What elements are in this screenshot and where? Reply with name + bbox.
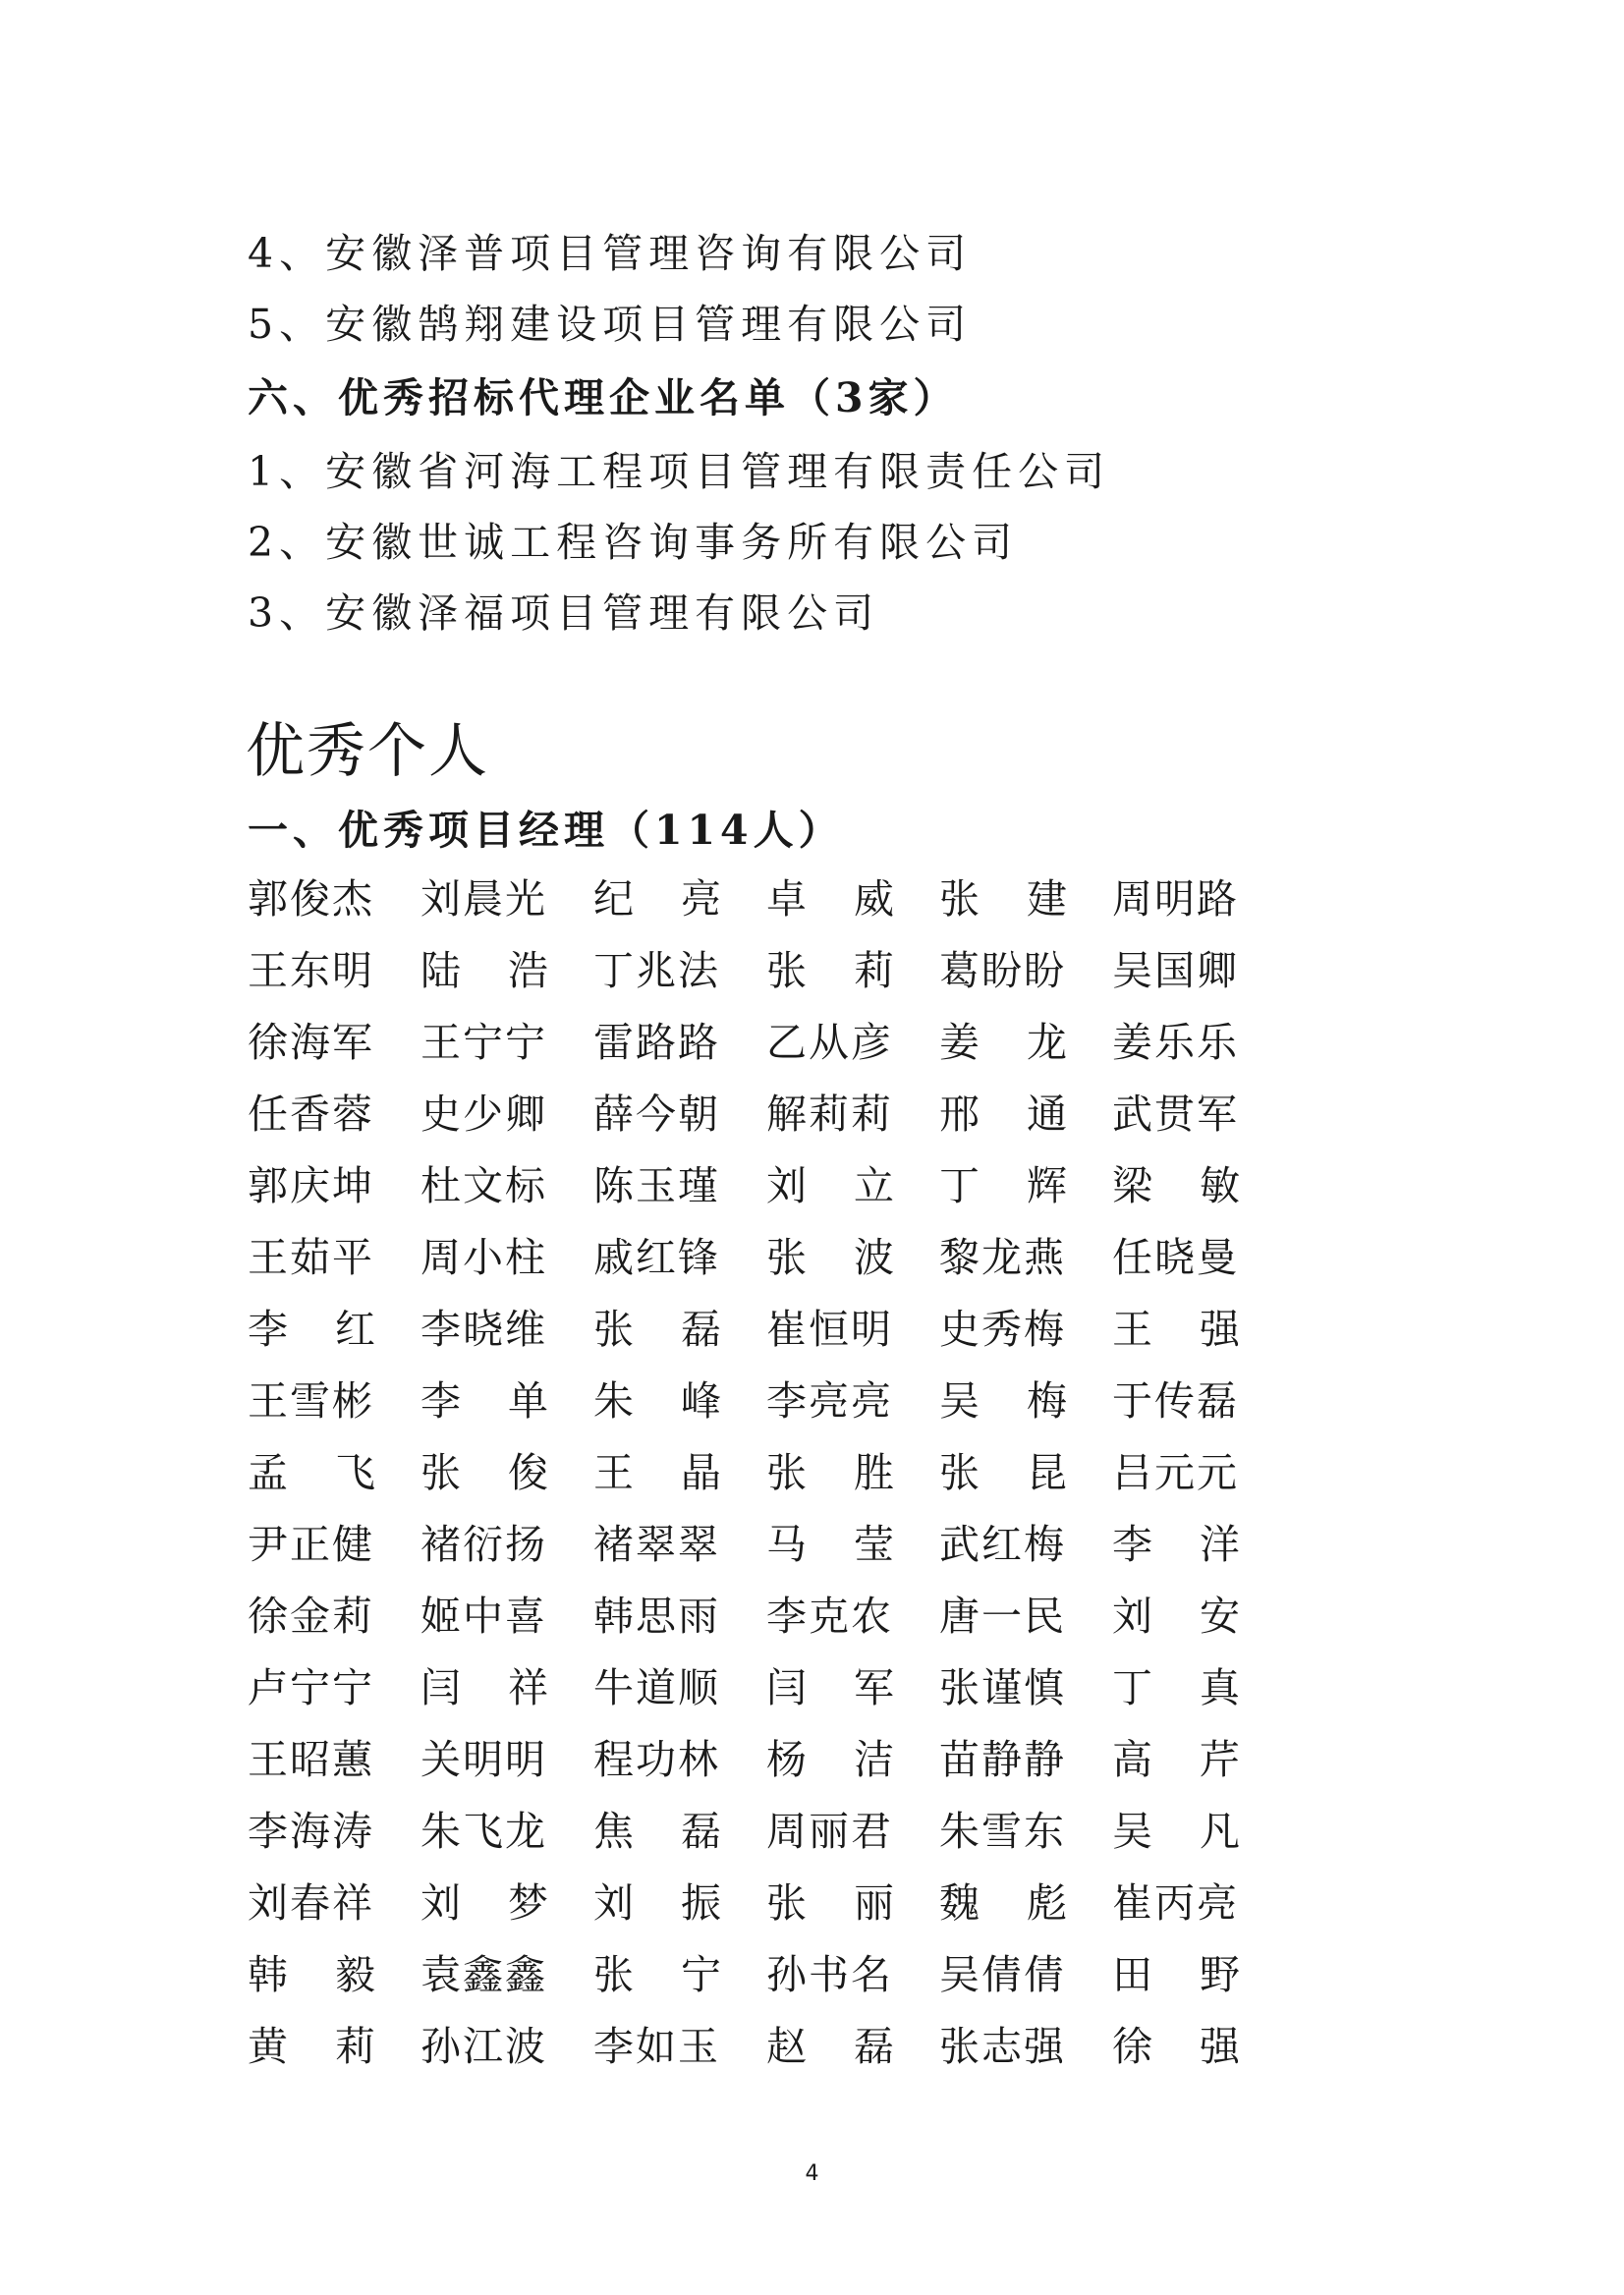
- project-manager-name: 崔恒明: [766, 1306, 893, 1353]
- project-manager-name: 丁 真: [1112, 1664, 1240, 1711]
- project-manager-name: 葛盼盼: [939, 947, 1066, 994]
- project-manager-name: 褚翠翠: [593, 1521, 720, 1568]
- project-manager-name: 崔丙亮: [1112, 1879, 1239, 1927]
- project-manager-name: 姬中喜: [420, 1593, 547, 1640]
- project-manager-name: 李海涛: [248, 1808, 374, 1855]
- project-manager-name: 周丽君: [766, 1808, 893, 1855]
- project-manager-name: 韩 毅: [248, 1951, 375, 1998]
- project-manager-name: 吕元元: [1112, 1449, 1239, 1496]
- project-manager-name: 刘 安: [1112, 1593, 1240, 1640]
- project-manager-name: 魏 彪: [939, 1879, 1067, 1927]
- project-manager-name: 张谨慎: [939, 1664, 1066, 1711]
- project-manager-name: 陆 浩: [420, 947, 548, 994]
- project-manager-name: 杨 洁: [766, 1736, 894, 1783]
- project-manager-name: 朱飞龙: [420, 1808, 547, 1855]
- bidding-agency-heading: 六、优秀招标代理企业名单（3家）: [248, 374, 959, 421]
- project-manager-name: 王东明: [248, 947, 374, 994]
- project-manager-name: 赵 磊: [766, 2023, 894, 2070]
- project-manager-name: 唐一民: [939, 1593, 1066, 1640]
- project-manager-name: 姜乐乐: [1112, 1019, 1239, 1066]
- project-manager-name: 李晓维: [420, 1306, 547, 1353]
- project-manager-name: 薛今朝: [593, 1091, 720, 1138]
- project-manager-name: 李如玉: [593, 2023, 720, 2070]
- project-manager-name: 武贯军: [1112, 1091, 1239, 1138]
- project-manager-name: 吴 梅: [939, 1377, 1067, 1425]
- project-manager-name: 朱雪东: [939, 1808, 1066, 1855]
- project-manager-name: 闫 祥: [420, 1664, 548, 1711]
- project-manager-name: 黄 莉: [248, 2023, 375, 2070]
- project-manager-name: 田 野: [1112, 1951, 1240, 1998]
- project-manager-name: 卢宁宁: [248, 1664, 374, 1711]
- project-manager-name: 史秀梅: [939, 1306, 1066, 1353]
- project-manager-name: 李 洋: [1112, 1521, 1240, 1568]
- project-manager-name: 刘 梦: [420, 1879, 548, 1927]
- project-manager-name: 黎龙燕: [939, 1234, 1066, 1281]
- project-manager-name: 吴 凡: [1112, 1808, 1240, 1855]
- project-manager-name: 梁 敏: [1112, 1162, 1240, 1209]
- project-manager-name: 闫 军: [766, 1664, 894, 1711]
- project-manager-heading: 一、优秀项目经理（114人）: [248, 807, 844, 854]
- project-manager-names-grid: [248, 875, 1279, 2099]
- project-manager-name: 徐金莉: [248, 1593, 374, 1640]
- project-manager-name: 牛道顺: [593, 1664, 720, 1711]
- project-manager-name: 李亮亮: [766, 1377, 893, 1425]
- project-manager-name: 姜 龙: [939, 1019, 1067, 1066]
- project-manager-name: 戚红锋: [593, 1234, 720, 1281]
- bidding-agency-item-2: 2、安徽世诚工程咨询事务所有限公司: [248, 519, 1019, 566]
- project-manager-name: 丁兆法: [593, 947, 720, 994]
- project-manager-name: 张志强: [939, 2023, 1066, 2070]
- project-manager-name: 孟 飞: [248, 1449, 375, 1496]
- project-manager-name: 任晓曼: [1112, 1234, 1239, 1281]
- project-manager-name: 郭俊杰: [248, 875, 374, 923]
- project-manager-name: 杜文标: [420, 1162, 547, 1209]
- project-manager-name: 陈玉瑾: [593, 1162, 720, 1209]
- project-manager-name: 纪 亮: [593, 875, 721, 923]
- project-manager-name: 王昭蕙: [248, 1736, 374, 1783]
- project-manager-name: 卓 威: [766, 875, 894, 923]
- project-manager-name: 褚衍扬: [420, 1521, 547, 1568]
- project-manager-name: 周明路: [1112, 875, 1239, 923]
- project-manager-name: 吴国卿: [1112, 947, 1239, 994]
- project-manager-name: 王茹平: [248, 1234, 374, 1281]
- project-manager-name: 王雪彬: [248, 1377, 374, 1425]
- project-manager-name: 雷路路: [593, 1019, 720, 1066]
- project-manager-name: 程功林: [593, 1736, 720, 1783]
- project-manager-name: 张 磊: [593, 1306, 721, 1353]
- project-manager-name: 王 强: [1112, 1306, 1240, 1353]
- project-manager-name: 刘 振: [593, 1879, 721, 1927]
- project-manager-name: 张 丽: [766, 1879, 894, 1927]
- project-manager-name: 乙从彦: [766, 1019, 893, 1066]
- project-manager-name: 吴倩倩: [939, 1951, 1066, 1998]
- project-manager-name: 史少卿: [420, 1091, 547, 1138]
- project-manager-name: 关明明: [420, 1736, 547, 1783]
- project-manager-name: 苗静静: [939, 1736, 1066, 1783]
- project-manager-name: 张 波: [766, 1234, 894, 1281]
- individuals-title: 优秀个人: [246, 717, 489, 786]
- project-manager-name: 刘春祥: [248, 1879, 374, 1927]
- project-manager-name: 张 昆: [939, 1449, 1067, 1496]
- project-manager-name: 张 建: [939, 875, 1067, 923]
- project-manager-name: 孙书名: [766, 1951, 893, 1998]
- project-manager-name: 王 晶: [593, 1449, 721, 1496]
- project-manager-name: 李克农: [766, 1593, 893, 1640]
- project-manager-name: 郭庆坤: [248, 1162, 374, 1209]
- project-manager-name: 徐海军: [248, 1019, 374, 1066]
- project-manager-name: 周小柱: [420, 1234, 547, 1281]
- project-manager-name: 张 莉: [766, 947, 894, 994]
- project-manager-name: 马 莹: [766, 1521, 894, 1568]
- company-item-4: 4、安徽泽普项目管理咨询有限公司: [248, 230, 973, 277]
- project-manager-name: 解莉莉: [766, 1091, 893, 1138]
- project-manager-name: 李 单: [420, 1377, 548, 1425]
- project-manager-name: 李 红: [248, 1306, 375, 1353]
- project-manager-name: 尹正健: [248, 1521, 374, 1568]
- bidding-agency-item-3: 3、安徽泽福项目管理有限公司: [248, 589, 880, 637]
- project-manager-name: 丁 辉: [939, 1162, 1067, 1209]
- project-manager-name: 任香蓉: [248, 1091, 374, 1138]
- project-manager-name: 高 芹: [1112, 1736, 1240, 1783]
- page-number: 4: [805, 2161, 819, 2186]
- project-manager-name: 焦 磊: [593, 1808, 721, 1855]
- bidding-agency-item-1: 1、安徽省河海工程项目管理有限责任公司: [248, 448, 1111, 495]
- project-manager-name: 于传磊: [1112, 1377, 1239, 1425]
- project-manager-name: 邢 通: [939, 1091, 1067, 1138]
- project-manager-name: 张 宁: [593, 1951, 721, 1998]
- project-manager-name: 刘 立: [766, 1162, 894, 1209]
- project-manager-name: 朱 峰: [593, 1377, 721, 1425]
- project-manager-name: 袁鑫鑫: [420, 1951, 547, 1998]
- project-manager-name: 孙江波: [420, 2023, 547, 2070]
- project-manager-name: 武红梅: [939, 1521, 1066, 1568]
- project-manager-name: 王宁宁: [420, 1019, 547, 1066]
- project-manager-name: 刘晨光: [420, 875, 547, 923]
- company-item-5: 5、安徽鹄翔建设项目管理有限公司: [248, 301, 973, 348]
- project-manager-name: 张 胜: [766, 1449, 894, 1496]
- project-manager-name: 张 俊: [420, 1449, 548, 1496]
- project-manager-name: 徐 强: [1112, 2023, 1240, 2070]
- project-manager-name: 韩思雨: [593, 1593, 720, 1640]
